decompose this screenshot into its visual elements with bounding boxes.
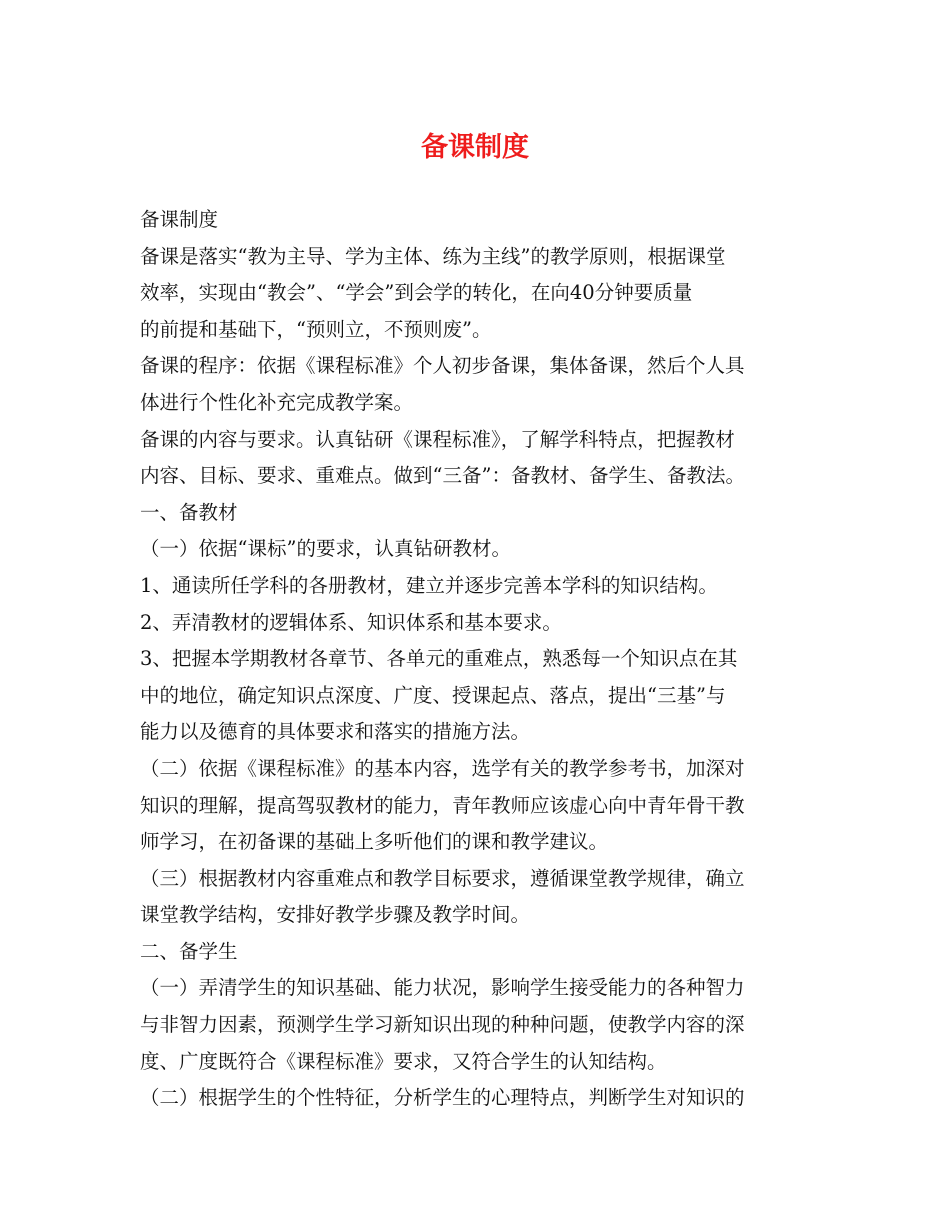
body-line: 课堂教学结构，安排好教学步骤及教学时间。 [140,903,531,927]
document-body [140,202,830,1117]
section-heading: 二、备学生 [140,939,238,963]
body-line: （二）根据学生的个性特征，分析学生的心理特点，判断学生对知识的 [140,1086,745,1110]
body-line: 与非智力因素，预测学生学习新知识出现的种种问题，使教学内容的深 [140,1013,745,1037]
body-line: 3、把握本学期教材各章节、各单元的重难点，熟悉每一个知识点在其 [140,647,738,671]
body-line: 效率，实现由“教会”、“学会”到会学的转化，在向40分钟要质量 [140,281,693,305]
body-line: （一）弄清学生的知识基础、能力状况，影响学生接受能力的各种智力 [140,976,745,1000]
body-line: 备课的内容与要求。认真钻研《课程标准》，了解学科特点，把握教材 [140,427,735,451]
body-line: 能力以及德育的具体要求和落实的措施方法。 [140,720,531,744]
body-line: 内容、目标、要求、重难点。做到“三备”：备教材、备学生、备教法。 [140,464,745,488]
body-line: 备课制度 [140,208,219,231]
body-line: 体进行个性化补充完成教学案。 [140,390,414,414]
body-line: （一）依据“课标”的要求，认真钻研教材。 [140,537,511,561]
body-line: 知识的理解，提高驾驭教材的能力，青年教师应该虚心向中青年骨干教 [140,793,745,817]
body-line: 度、广度既符合《课程标准》要求，又符合学生的认知结构。 [140,1049,667,1073]
body-line: 备课是落实“教为主导、学为主体、练为主线”的教学原则，根据课堂 [140,244,726,268]
body-line: 2、弄清教材的逻辑体系、知识体系和基本要求。 [140,610,562,634]
document-title: 备课制度 [421,132,529,163]
body-line: 中的地位，确定知识点深度、广度、授课起点、落点，提出“三基”与 [140,683,726,707]
body-line: 备课的程序：依据《课程标准》个人初步备课，集体备课，然后个人具 [140,354,745,378]
body-line: （二）依据《课程标准》的基本内容，选学有关的教学参考书，加深对 [140,756,745,780]
body-line: 师学习，在初备课的基础上多听他们的课和教学建议。 [140,830,609,854]
body-line: 的前提和基础下，“预则立，不预则废”。 [140,317,492,341]
body-line: 1、通读所任学科的各册教材，建立并逐步完善本学科的知识结构。 [140,573,718,597]
body-line: （三）根据教材内容重难点和教学目标要求，遵循课堂教学规律，确立 [140,866,745,890]
section-heading: 一、备教材 [140,500,238,524]
